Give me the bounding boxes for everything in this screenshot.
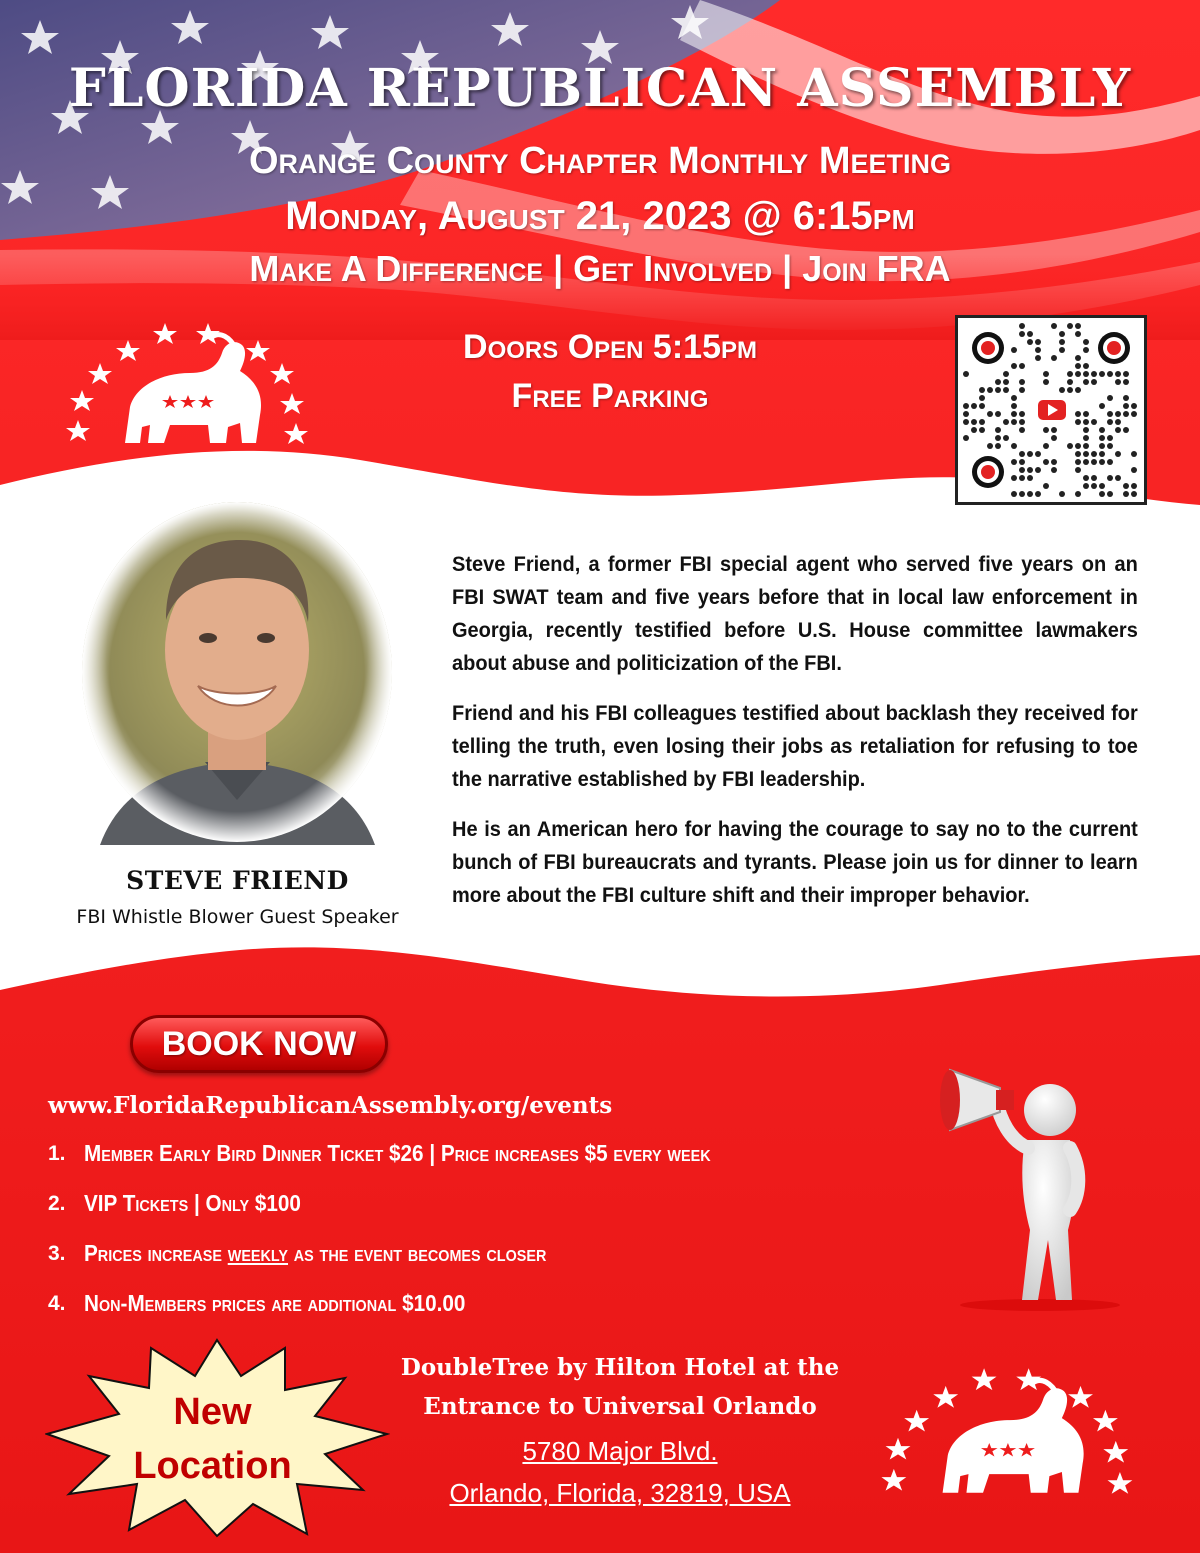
venue-name xyxy=(360,1348,880,1426)
list-item xyxy=(48,1190,908,1240)
qr-code-icon[interactable] xyxy=(955,315,1147,505)
speaker-photo xyxy=(80,500,395,845)
book-now-button[interactable]: BOOK NOW xyxy=(130,1015,388,1073)
new-location-badge xyxy=(115,1385,310,1493)
doors-open-text: Doors Open 5:15pm xyxy=(463,328,757,366)
list-number: 2. xyxy=(48,1192,66,1215)
venue-address-link[interactable] xyxy=(360,1430,880,1514)
list-text xyxy=(84,1240,546,1290)
speaker-bio xyxy=(452,548,1138,929)
elephant-logo-icon xyxy=(870,1360,1150,1500)
slogan-line: Make A Difference | Get Involved | Join FRA xyxy=(249,248,951,289)
list-text: Non-Members prices are additional $10.00 xyxy=(84,1290,466,1316)
list-item xyxy=(48,1240,908,1290)
venue-line-1: DoubleTree by Hilton Hotel at the xyxy=(400,1354,840,1381)
speaker-name: STEVE FRIEND xyxy=(126,866,349,895)
address-line-1[interactable]: 5780 Major Blvd. xyxy=(522,1436,718,1466)
ticket-info-list xyxy=(48,1140,908,1340)
badge-line-2: Location xyxy=(133,1445,292,1487)
list-text: VIP Tickets | Only $100 xyxy=(84,1190,301,1216)
list-number: 1. xyxy=(48,1142,66,1165)
qr-pattern xyxy=(958,318,1144,502)
list-text-before: Prices increase xyxy=(84,1240,228,1266)
list-item xyxy=(48,1290,908,1340)
list-number: 3. xyxy=(48,1242,66,1265)
address-line-2[interactable]: Orlando, Florida, 32819, USA xyxy=(449,1478,791,1508)
chapter-meeting-line: Orange County Chapter Monthly Meeting xyxy=(248,140,952,182)
events-url-link[interactable]: www.FloridaRepublicanAssembly.org/events xyxy=(48,1092,613,1119)
list-text-after: as the event becomes closer xyxy=(288,1240,547,1266)
free-parking-text: Free Parking xyxy=(511,377,709,415)
elephant-logo-icon xyxy=(60,315,320,450)
megaphone-figure-icon xyxy=(930,1030,1150,1320)
list-text: Member Early Bird Dinner Ticket $26 | Price increases $5 every week xyxy=(84,1140,711,1166)
badge-line-1: New xyxy=(173,1391,252,1433)
list-number: 4. xyxy=(48,1292,66,1315)
bio-paragraph-1: Steve Friend, a former FBI special agent who served five years on an FBI SWAT team and five years before that in local law enforcement in Georgia, recently testified before U.S. House committee lawmakers about abuse and politicization of the FBI. xyxy=(452,552,1138,675)
event-date-line: Monday, August 21, 2023 @ 6:15pm xyxy=(285,194,915,238)
list-item xyxy=(48,1140,908,1190)
venue-line-2: Entrance to Universal Orlando xyxy=(423,1393,817,1420)
bio-paragraph-2: Friend and his FBI colleagues testified about backlash they received for telling the truth, even losing their jobs as retaliation for refusing to toe the narrative established by FBI leadership. xyxy=(452,701,1138,791)
list-text-underlined: weekly xyxy=(227,1240,289,1266)
event-title: FLORIDA REPUBLICAN ASSEMBLY xyxy=(68,58,1132,119)
speaker-role: FBI Whistle Blower Guest Speaker xyxy=(76,906,399,928)
bio-paragraph-3: He is an American hero for having the courage to say no to the current bunch of FBI bureaucrats and tyrants. Please join us for dinner to learn more about the FBI culture shift and their improper behavior. xyxy=(452,817,1138,907)
